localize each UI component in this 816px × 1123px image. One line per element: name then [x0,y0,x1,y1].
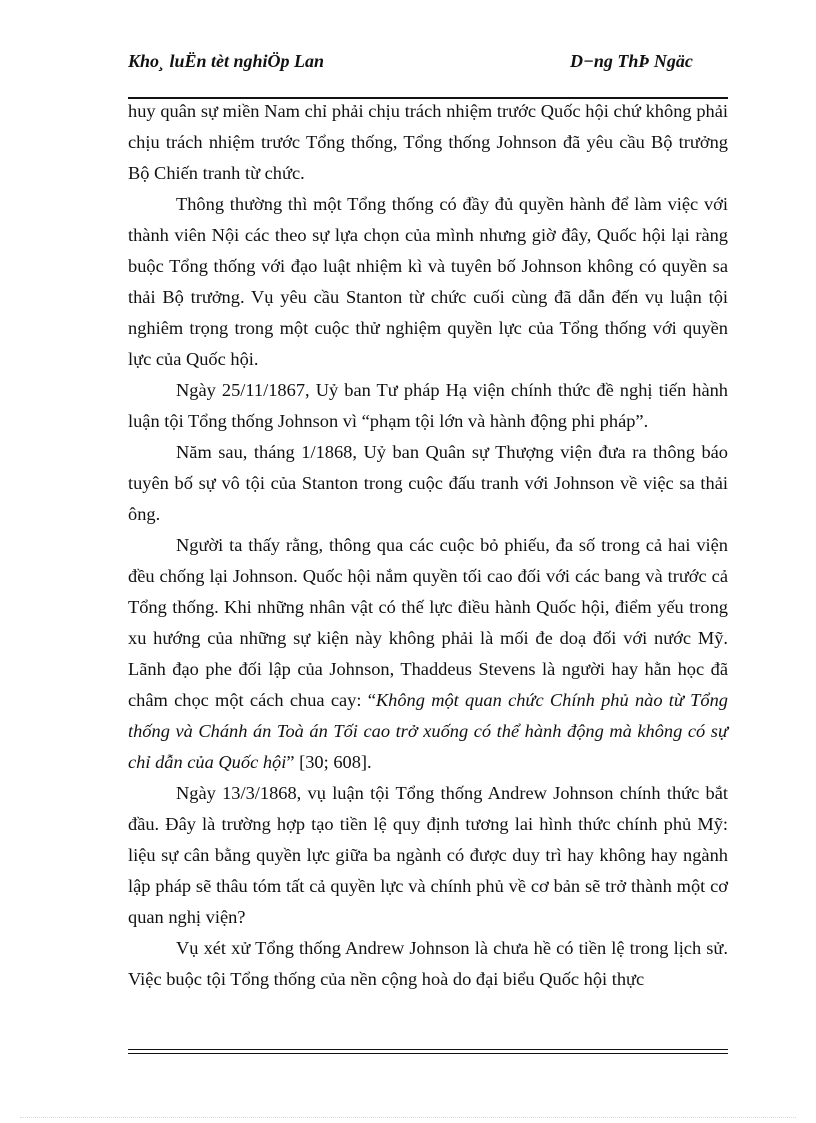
paragraph-5-text-before: Người ta thấy rằng, thông qua các cuộc bỏ phiếu, đa số trong cả hai viện đều chống lại Johnson. Quốc hội nắm quyền tối cao đối với các bang và trước cả Tổng thống. Khi những nhân vật có thế lực điều hành Quốc hội, điểm yếu trong xu hướng của những sự kiện này không phải là mối đe doạ đối với nước Mỹ. Lãnh đạo phe đối lập của Johnson, Thaddeus Stevens là người hay hằn học đã châm chọc một cách chua cay: “ [128,535,728,710]
document-title: Kho¸ luËn tèt nghiÖp Lan [128,51,325,71]
author-name: D−ng ThÞ Ngäc [570,51,693,71]
page-boundary-dots [20,1117,796,1118]
paragraph-2: Thông thường thì một Tổng thống có đầy đủ quyền hành để làm việc với thành viên Nội các theo sự lựa chọn của mình nhưng giờ đây, Quốc hội lại ràng buộc Tổng thống với đạo luật nhiệm kì và tuyên bố Johnson không có quyền sa thải Bộ trưởng. Vụ yêu cầu Stanton từ chức cuối cùng đã dẫn đến vụ luận tội nghiêm trọng trong một cuộc thử nghiệm quyền lực của Tổng thống với quyền lực của Quốc hội. [128,194,728,369]
paragraph-7: Vụ xét xử Tổng thống Andrew Johnson là chưa hề có tiền lệ trong lịch sử. Việc buộc tội Tổng thống của nền cộng hoà do đại biểu Quốc hội thực [128,938,728,989]
document-body [128,96,728,995]
paragraph-5-citation: ” [30; 608]. [286,752,372,772]
paragraph-1: huy quân sự miền Nam chỉ phải chịu trách nhiệm trước Quốc hội chứ không phải chịu trách nhiệm trước Tổng thống, Tổng thống Johnson đã yêu cầu Bộ trưởng Bộ Chiến tranh từ chức. [128,101,728,183]
page-header [128,50,728,96]
paragraph-4: Năm sau, tháng 1/1868, Uỷ ban Quân sự Thượng viện đưa ra thông báo tuyên bố sự vô tội của Stanton trong cuộc đấu tranh với Johnson về việc sa thải ông. [128,442,728,524]
footer-divider-bottom [128,1053,728,1054]
paragraph-3: Ngày 25/11/1867, Uỷ ban Tư pháp Hạ viện chính thức đề nghị tiến hành luận tội Tổng thống Johnson vì “phạm tội lớn và hành động phi pháp”. [128,380,728,431]
paragraph-5 [128,530,728,778]
footer-divider-top [128,1049,728,1050]
paragraph-6: Ngày 13/3/1868, vụ luận tội Tổng thống Andrew Johnson chính thức bắt đầu. Đây là trường hợp tạo tiền lệ quy định tương lai hình thức chính phủ Mỹ: liệu sự cân bằng quyền lực giữa ba ngành có được duy trì hay không hay ngành lập pháp sẽ thâu tóm tất cả quyền lực và chính phủ về cơ bản sẽ trở thành một cơ quan nghị viện? [128,783,728,927]
stevens-quote: Không một quan chức Chính phủ nào từ Tổng thống và Chánh án Toà án Tối cao trở xuống có thể hành động mà không có sự chỉ dẫn của Quốc hội [128,690,728,772]
